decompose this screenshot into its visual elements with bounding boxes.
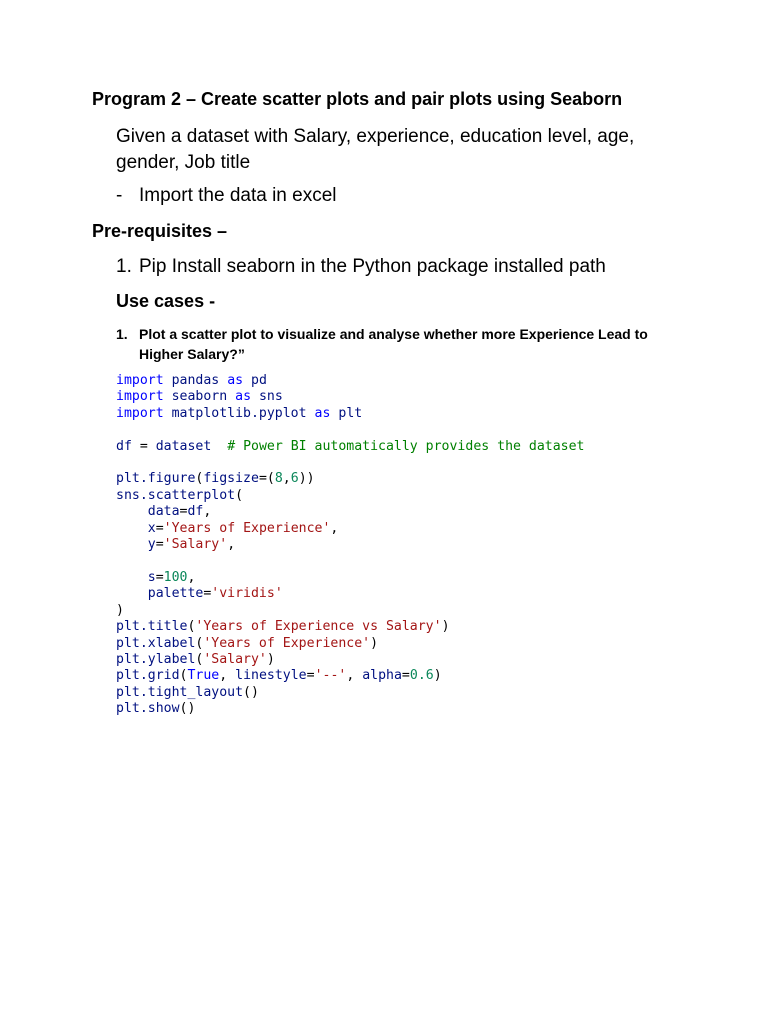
code-line	[116, 701, 584, 717]
code-token: plt.show	[116, 701, 180, 717]
code-token: ,	[219, 668, 236, 684]
code-token: df	[187, 504, 204, 520]
code-token	[116, 521, 148, 536]
code-token: import	[116, 405, 164, 421]
code-token	[116, 504, 148, 519]
prerequisite-text: Pip Install seaborn in the Python package installed path	[139, 256, 606, 277]
prerequisite-item	[116, 256, 606, 278]
code-token: =	[401, 668, 410, 684]
code-token: ,	[187, 569, 196, 585]
code-token	[307, 406, 315, 421]
code-token: )	[433, 668, 442, 684]
code-token	[164, 406, 172, 421]
code-token: (	[195, 471, 204, 487]
code-token: (	[195, 651, 204, 667]
code-token: 6	[290, 471, 299, 487]
use-cases-heading: Use cases -	[116, 291, 216, 311]
code-line	[116, 668, 584, 684]
code-token: ,	[346, 668, 363, 684]
code-token	[116, 570, 148, 585]
code-token: )	[441, 619, 450, 635]
list-number: 1.	[116, 326, 128, 342]
code-token	[219, 373, 227, 388]
code-token: as	[227, 373, 244, 388]
code-line	[116, 488, 584, 504]
code-token: (	[195, 635, 204, 651]
code-token: x	[147, 520, 156, 536]
code-token	[164, 373, 172, 388]
code-line	[116, 504, 584, 520]
code-line	[116, 373, 584, 389]
code-line	[116, 652, 584, 668]
code-token: ))	[298, 471, 315, 487]
code-token: =	[306, 668, 315, 684]
code-token	[251, 389, 259, 404]
code-token: dataset	[155, 438, 212, 454]
code-token: as	[235, 389, 252, 405]
code-token	[116, 537, 148, 552]
code-token: y	[147, 537, 156, 553]
code-token: True	[187, 668, 220, 684]
code-line	[116, 406, 584, 422]
code-token: )	[370, 635, 379, 651]
use-case-text: Plot a scatter plot to visualize and analyse whether more Experience Lead to Higher Salary?”	[139, 326, 648, 362]
code-token: =	[155, 520, 164, 536]
code-token: ()	[179, 701, 196, 717]
code-token: linestyle	[235, 668, 307, 684]
code-line	[116, 619, 584, 635]
code-token: 'Salary'	[163, 537, 228, 553]
code-token: data	[147, 504, 180, 520]
code-token: =(	[258, 471, 275, 487]
bullet-marker: -	[116, 185, 123, 206]
code-line	[116, 389, 584, 405]
code-token: ,	[282, 471, 291, 487]
code-token: 'Years of Experience'	[203, 635, 371, 651]
code-line	[116, 521, 584, 537]
code-token: as	[314, 405, 331, 421]
code-token: '--'	[314, 668, 347, 684]
code-token: 'Years of Experience vs Salary'	[195, 619, 442, 635]
code-token: import	[116, 389, 164, 405]
code-token: plt.grid	[116, 668, 180, 684]
code-line	[116, 636, 584, 652]
code-line	[116, 685, 584, 701]
code-token: matplotlib.pyplot	[171, 405, 307, 421]
code-token: ,	[227, 537, 236, 553]
code-token: )	[116, 602, 124, 618]
code-line	[116, 422, 584, 438]
code-token	[164, 389, 172, 404]
code-token: =	[179, 504, 188, 520]
code-token: (	[179, 668, 188, 684]
code-token: plt	[338, 405, 363, 421]
code-token: 0.6	[409, 668, 434, 684]
code-line	[116, 439, 584, 455]
code-token: df	[116, 438, 132, 454]
code-token: =	[131, 438, 156, 454]
code-token: pd	[251, 373, 267, 388]
code-token: pandas	[171, 373, 220, 388]
code-token: s	[147, 569, 156, 585]
prerequisites-heading: Pre-requisites –	[92, 221, 228, 241]
code-token: plt.xlabel	[116, 635, 196, 651]
code-line	[116, 603, 584, 619]
code-token: plt.figure	[116, 471, 196, 487]
code-token: (	[235, 487, 244, 503]
code-line	[116, 553, 584, 569]
code-token: import	[116, 373, 164, 388]
code-token: palette	[147, 586, 204, 602]
code-token: (	[187, 619, 196, 635]
code-block	[116, 373, 584, 718]
code-token: plt.tight_layout	[116, 684, 244, 700]
code-token: 'viridis'	[211, 586, 283, 602]
use-case-item	[116, 324, 696, 364]
code-token	[243, 373, 251, 388]
code-token: # Power BI automatically provides the dataset	[227, 438, 585, 454]
code-token: sns	[258, 389, 283, 405]
code-token: alpha	[362, 668, 402, 684]
dataset-description: Given a dataset with Salary, experience, education level, age, gender, Job title	[116, 126, 635, 173]
code-token: 8	[274, 471, 283, 487]
program-title: Program 2 – Create scatter plots and pair plots using Seaborn	[92, 89, 623, 109]
code-line	[116, 455, 584, 471]
code-token: =	[155, 569, 164, 585]
code-token: sns.scatterplot	[116, 487, 236, 503]
code-token: =	[203, 586, 212, 602]
code-token: )	[266, 651, 275, 667]
code-token: ()	[243, 684, 259, 700]
code-token: plt.ylabel	[116, 651, 196, 667]
code-token: 'Years of Experience'	[163, 520, 331, 536]
code-token: 'Salary'	[203, 651, 267, 667]
bullet-item	[116, 185, 337, 207]
code-token: 100	[163, 569, 188, 585]
code-token: ,	[203, 504, 212, 520]
code-token: =	[155, 537, 164, 553]
code-line	[116, 537, 584, 553]
code-token: plt.title	[116, 619, 188, 635]
code-line	[116, 586, 584, 602]
code-line	[116, 570, 584, 586]
code-token	[227, 389, 235, 404]
bullet-text: Import the data in excel	[139, 185, 337, 206]
list-number: 1.	[116, 256, 132, 277]
code-token: seaborn	[171, 389, 228, 405]
code-token	[211, 439, 227, 454]
code-token: figsize	[203, 471, 259, 487]
code-line	[116, 471, 584, 487]
code-token: ,	[330, 520, 339, 536]
code-token	[116, 586, 148, 601]
